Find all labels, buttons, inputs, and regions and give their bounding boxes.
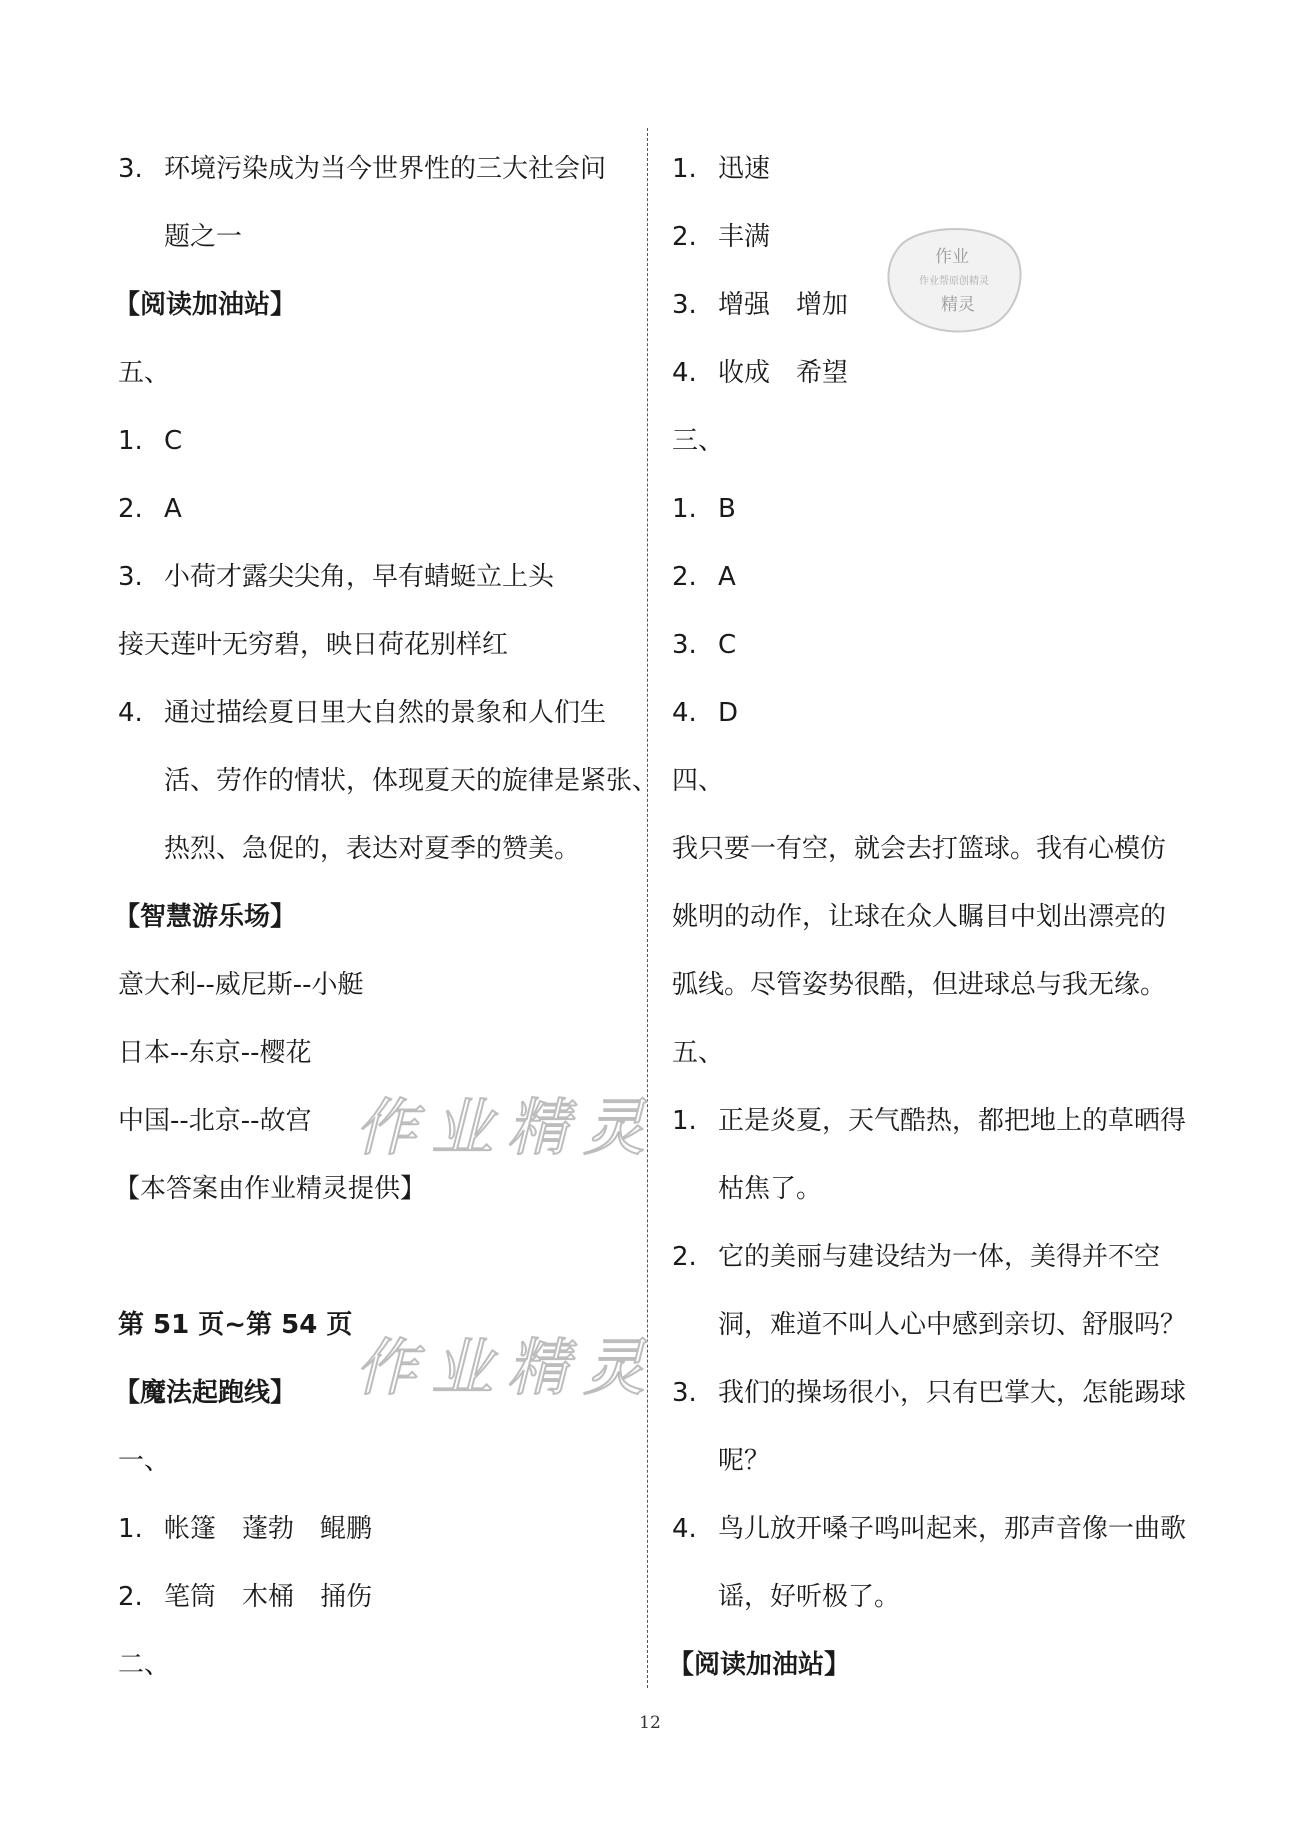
answer-item: 1. B	[672, 494, 736, 524]
section-header: 【魔法起跑线】	[114, 1378, 297, 1408]
section-number: 五、	[118, 358, 171, 388]
paragraph-line: 弧线。尽管姿势很酷，但进球总与我无缘。	[672, 970, 1167, 1000]
seal-ring-text: 作业帮原创精灵	[919, 276, 989, 287]
answer-item: 1. 迅速	[672, 154, 771, 184]
answer-item: 3. 增强 增加	[672, 290, 849, 320]
answer-continuation: 呢？	[718, 1446, 771, 1476]
page-number: 12	[639, 1713, 661, 1733]
column-divider	[647, 128, 648, 1688]
answer-item: 4. 通过描绘夏日里大自然的景象和人们生	[118, 698, 607, 728]
answer-item: 1. 帐篷 蓬勃 鲲鹏	[118, 1514, 373, 1544]
section-header: 【阅读加油站】	[668, 1650, 851, 1680]
answer-item: 中国--北京--故宫	[118, 1106, 312, 1136]
answer-item: 2. A	[118, 494, 182, 524]
section-header: 【阅读加油站】	[114, 290, 297, 320]
answer-item: 3. 环境污染成为当今世界性的三大社会问	[118, 154, 607, 184]
section-number: 五、	[672, 1038, 725, 1068]
page-range-heading: 第 51 页~第 54 页	[118, 1310, 353, 1340]
section-number: 四、	[672, 766, 725, 796]
section-number: 三、	[672, 426, 725, 456]
answer-continuation: 谣，好听极了。	[718, 1582, 901, 1612]
watermark-seal	[880, 218, 1028, 336]
answer-item: 4. 鸟儿放开嗓子鸣叫起来，那声音像一曲歌	[672, 1514, 1187, 1544]
answer-continuation: 洞，难道不叫人心中感到亲切、舒服吗？	[718, 1310, 1187, 1340]
section-number: 一、	[118, 1446, 171, 1476]
seal-top-text: 作业	[935, 247, 969, 267]
answer-continuation: 热烈、急促的，表达对夏季的赞美。	[164, 834, 581, 864]
answer-item: 1. C	[118, 426, 183, 456]
paragraph-line: 姚明的动作，让球在众人瞩目中划出漂亮的	[672, 902, 1167, 932]
answer-continuation: 枯焦了。	[718, 1174, 823, 1204]
paragraph-line: 我只要一有空，就会去打篮球。我有心模仿	[672, 834, 1167, 864]
answer-item: 4. 收成 希望	[672, 358, 849, 388]
answer-item: 日本--东京--樱花	[118, 1038, 312, 1068]
seal-bottom-text: 精灵	[941, 295, 975, 315]
watermark: 作业精灵	[355, 1331, 660, 1404]
answer-item: 2. 丰满	[672, 222, 771, 252]
answer-item: 3. C	[672, 630, 737, 660]
answer-item: 2. A	[672, 562, 736, 592]
answer-item: 意大利--威尼斯--小艇	[118, 970, 364, 1000]
section-header: 【智慧游乐场】	[114, 902, 297, 932]
section-number: 二、	[118, 1650, 171, 1680]
provided-note: 【本答案由作业精灵提供】	[114, 1174, 427, 1204]
answer-continuation: 题之一	[164, 222, 243, 252]
watermark: 作业精灵	[355, 1091, 660, 1164]
answer-continuation: 接天莲叶无穷碧，映日荷花别样红	[118, 630, 509, 660]
answer-item: 3. 小荷才露尖尖角，早有蜻蜓立上头	[118, 562, 555, 592]
answer-item: 2. 它的美丽与建设结为一体，美得并不空	[672, 1242, 1161, 1272]
answer-item: 3. 我们的操场很小，只有巴掌大，怎能踢球	[672, 1378, 1187, 1408]
answer-item: 1. 正是炎夏，天气酷热，都把地上的草晒得	[672, 1106, 1187, 1136]
answer-item: 4. D	[672, 698, 739, 728]
answer-item: 2. 笔筒 木桶 捅伤	[118, 1582, 373, 1612]
answer-continuation: 活、劳作的情状，体现夏天的旋律是紧张、	[164, 766, 659, 796]
